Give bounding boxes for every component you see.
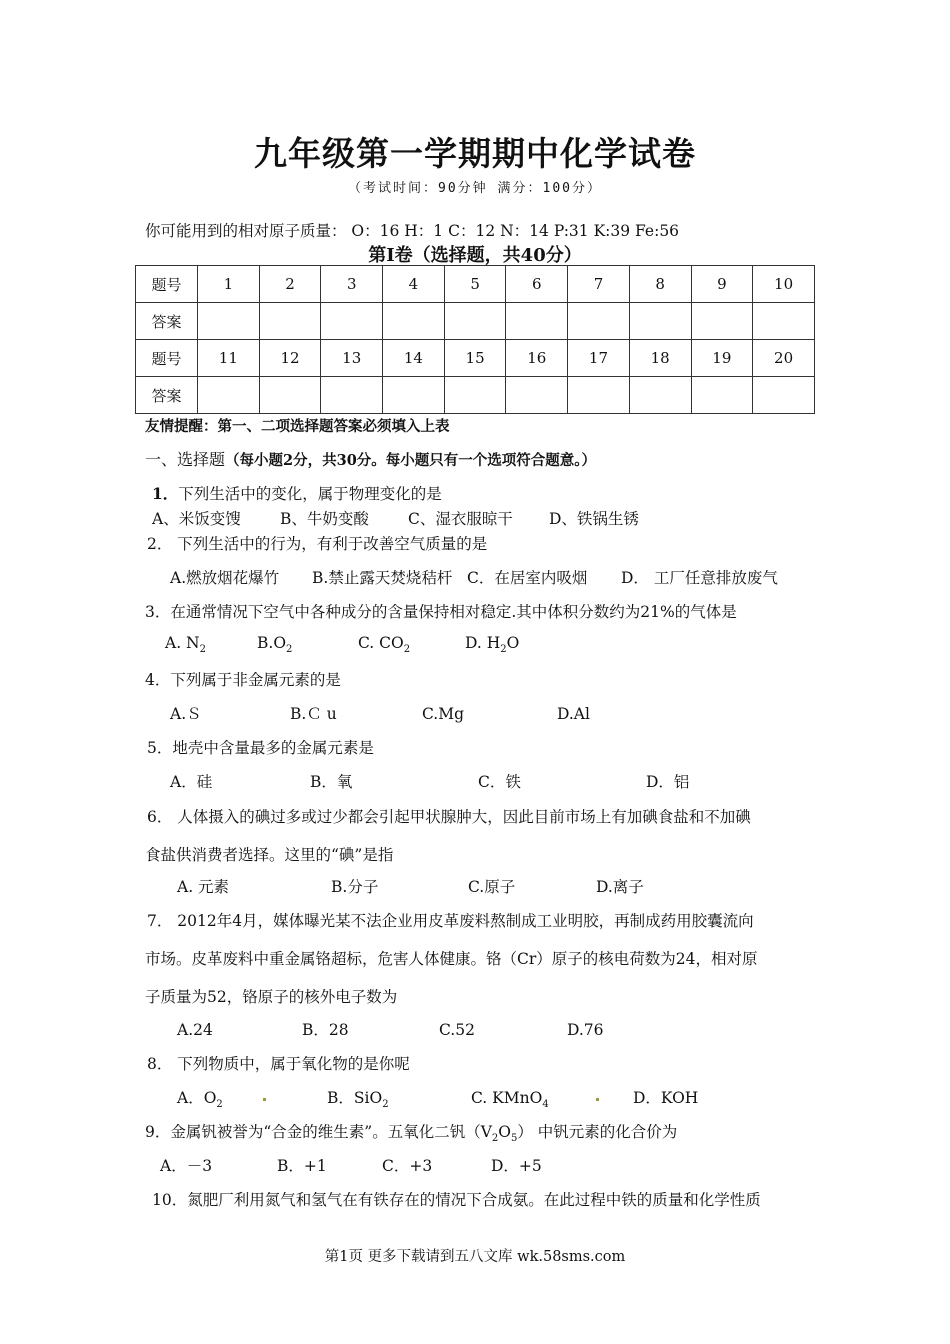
option-b-text: B.O [257,634,287,652]
answer-cell[interactable] [629,377,691,414]
exam-subtitle: （考试时间：90分钟 满分：100分） [348,181,602,196]
answer-cell[interactable] [444,303,506,340]
table-cell: 8 [629,266,691,303]
option-a[interactable] [165,634,257,655]
option-a[interactable] [177,1086,263,1110]
answer-cell[interactable] [321,303,383,340]
table-cell: 3 [321,266,383,303]
option-d[interactable] [465,634,519,655]
table-cell: 11 [198,340,260,377]
option-b[interactable] [257,634,358,655]
question-3-options [165,634,519,655]
option-a[interactable]: A.24 [177,1021,213,1039]
option-d[interactable]: D． 工厂任意排放废气 [621,569,778,587]
decor-dot [596,1089,633,1107]
subscript: 2 [382,1099,389,1111]
option-c[interactable]: C．在居室内吸烟 [467,569,588,587]
table-cell: 17 [568,340,630,377]
option-a[interactable]: A．硅 [170,773,213,791]
table-cell: 20 [753,340,815,377]
option-a[interactable]: A、米饭变馊 [152,510,241,528]
option-a[interactable]: A. 元素 [177,878,230,896]
option-d-text: D. H [465,634,501,652]
table-cell: 15 [444,340,506,377]
row-label-answer: 答案 [136,303,198,340]
option-c[interactable] [471,1089,596,1110]
question-9-text-post: ） 中钒元素的化合价为 [517,1123,678,1141]
row-label-number: 题号 [136,266,198,303]
answer-cell[interactable] [753,377,815,414]
option-d[interactable]: D.Al [557,705,590,723]
answer-cell[interactable] [568,303,630,340]
table-cell: 4 [383,266,445,303]
option-b[interactable]: B．氧 [310,773,353,791]
question-7-stem-line2: 市场。皮革废料中重金属铬超标，危害人体健康。铬（Cr）原子的核电荷数为24，相对原 [145,950,758,968]
option-d[interactable]: D．KOH [633,1089,699,1107]
question-1-number: 1． [152,484,179,503]
answer-cell[interactable] [259,377,321,414]
answer-cell[interactable] [691,303,753,340]
answer-cell[interactable] [259,303,321,340]
table-cell: 12 [259,340,321,377]
decor-dot-mark [596,1098,599,1101]
option-a-text: A．O [177,1089,217,1107]
atomic-mass-line: 你可能用到的相对原子质量： O：16 H：1 C：12 N：14 P:31 K:39 Fe:56 [145,222,680,240]
option-c[interactable]: C．铁 [478,773,521,791]
page-footer: 第1页 更多下载请到五八文库 wk.58sms.com [324,1249,626,1265]
table-cell: 1 [198,266,260,303]
exam-title: 九年级第一学期期中化学试卷 [254,134,696,173]
answer-cell[interactable] [444,377,506,414]
table-cell: 18 [629,340,691,377]
option-a[interactable]: A.燃放烟花爆竹 [170,569,280,587]
table-cell: 13 [321,340,383,377]
section1-title: 一、选择题 [145,450,226,469]
question-8-stem: 8． 下列物质中，属于氧化物的是你呢 [147,1055,410,1073]
option-b-text: B．SiO [327,1089,383,1107]
question-4-stem: 4．下列属于非金属元素的是 [145,671,341,689]
option-c[interactable]: C、湿衣服晾干 [408,510,513,528]
table-cell: 10 [753,266,815,303]
option-b[interactable] [327,1086,471,1110]
option-b[interactable]: B．+1 [277,1157,327,1175]
question-5-options [170,770,689,792]
row-label-number: 题号 [136,340,198,377]
option-d[interactable]: D、铁锅生锈 [549,510,639,528]
question-7-options [177,1018,604,1040]
table-row-numbers-1 [136,266,815,303]
question-2-options [170,566,778,588]
subscript: 2 [199,644,206,656]
option-d-tail: O [506,634,520,652]
subscript: 2 [403,644,411,656]
question-9-text-mid: O [498,1123,511,1141]
option-c-text: C. CO [358,634,404,652]
answer-cell[interactable] [753,303,815,340]
option-c[interactable]: C.52 [439,1021,475,1039]
table-cell: 14 [383,340,445,377]
option-d[interactable]: D.离子 [596,878,644,896]
reminder-text: 友情提醒：第一、二项选择题答案必须填入上表 [145,418,450,435]
decor-dot-mark [263,1098,266,1101]
question-10-stem: 10．氮肥厂利用氮气和氢气在有铁存在的情况下合成氨。在此过程中铁的质量和化学性质 [152,1191,761,1209]
option-d[interactable]: D．铝 [646,773,690,791]
section1-heading [145,447,596,470]
table-cell: 7 [568,266,630,303]
subscript: 2 [500,644,507,656]
answer-table [135,265,815,414]
question-4-options [170,702,590,724]
table-cell: 6 [506,266,568,303]
option-c[interactable]: C．+3 [382,1157,433,1175]
option-b[interactable]: B.分子 [331,878,379,896]
answer-cell[interactable] [691,377,753,414]
table-row-answers-1 [136,303,815,340]
option-a[interactable]: A.Ｓ [170,705,202,723]
option-b[interactable]: B.Ｃ u [290,705,337,723]
option-d[interactable]: D.76 [567,1021,604,1039]
subscript: 2 [491,1133,499,1145]
answer-cell[interactable] [198,377,260,414]
question-3-stem: 3．在通常情况下空气中各种成分的含量保持相对稳定.其中体积分数约为21%的气体是 [145,603,737,621]
subscript: 4 [542,1099,549,1111]
answer-cell[interactable] [506,377,568,414]
table-cell: 19 [691,340,753,377]
subscript: 2 [286,644,293,656]
row-label-answer: 答案 [136,377,198,414]
option-c[interactable] [358,634,465,655]
answer-cell[interactable] [506,303,568,340]
answer-cell[interactable] [629,303,691,340]
option-b[interactable]: B.禁止露天焚烧秸杆 [312,569,453,587]
question-1-stem [152,482,442,504]
table-cell: 5 [444,266,506,303]
question-6-stem-line2: 食盐供消费者选择。这里的“碘”是指 [145,846,394,864]
table-row-numbers-2 [136,340,815,377]
option-b[interactable]: B．28 [302,1021,349,1039]
subscript: 5 [511,1133,518,1145]
question-9-stem [145,1120,677,1144]
answer-cell[interactable] [198,303,260,340]
option-c[interactable]: C.Mg [422,705,465,723]
option-c[interactable]: C.原子 [468,878,516,896]
question-9-text-pre: 9．金属钒被誉为“合金的维生素”。五氧化二钒（V [145,1123,492,1141]
subscript: 2 [216,1099,223,1111]
question-2-stem: 2． 下列生活中的行为，有利于改善空气质量的是 [147,535,488,553]
question-5-stem: 5．地壳中含量最多的金属元素是 [147,739,374,757]
decor-dot [263,1089,327,1107]
question-1-options [152,507,639,529]
option-b[interactable]: B、牛奶变酸 [280,510,369,528]
question-9-options [160,1154,542,1176]
option-a-text: A. N [165,634,200,652]
section1-note: （每小题2分，共30分。每小题只有一个选项符合题意。） [225,452,597,469]
answer-cell[interactable] [568,377,630,414]
answer-cell[interactable] [383,303,445,340]
question-1-text: 下列生活中的变化，属于物理变化的是 [178,485,442,503]
answer-cell[interactable] [321,377,383,414]
table-cell: 9 [691,266,753,303]
table-row-answers-2 [136,377,815,414]
question-7-stem-line1: 7． 2012年4月，媒体曝光某不法企业用皮革废料熬制成工业明胶，再制成药用胶囊流向 [147,912,754,930]
table-cell: 2 [259,266,321,303]
option-d[interactable]: D．+5 [491,1157,542,1175]
option-a[interactable]: A．－3 [160,1157,213,1175]
question-8-options [177,1086,698,1110]
question-7-stem-line3: 子质量为52，铬原子的核外电子数为 [145,988,398,1006]
question-6-stem-line1: 6． 人体摄入的碘过多或过少都会引起甲状腺肿大，因此目前市场上有加碘食盐和不加碘 [147,808,751,826]
question-6-options [177,875,644,897]
part1-title: 第Ⅰ卷（选择题，共40分） [368,245,582,266]
option-c-text: C. KMnO [471,1089,543,1107]
table-cell: 16 [506,340,568,377]
answer-cell[interactable] [383,377,445,414]
